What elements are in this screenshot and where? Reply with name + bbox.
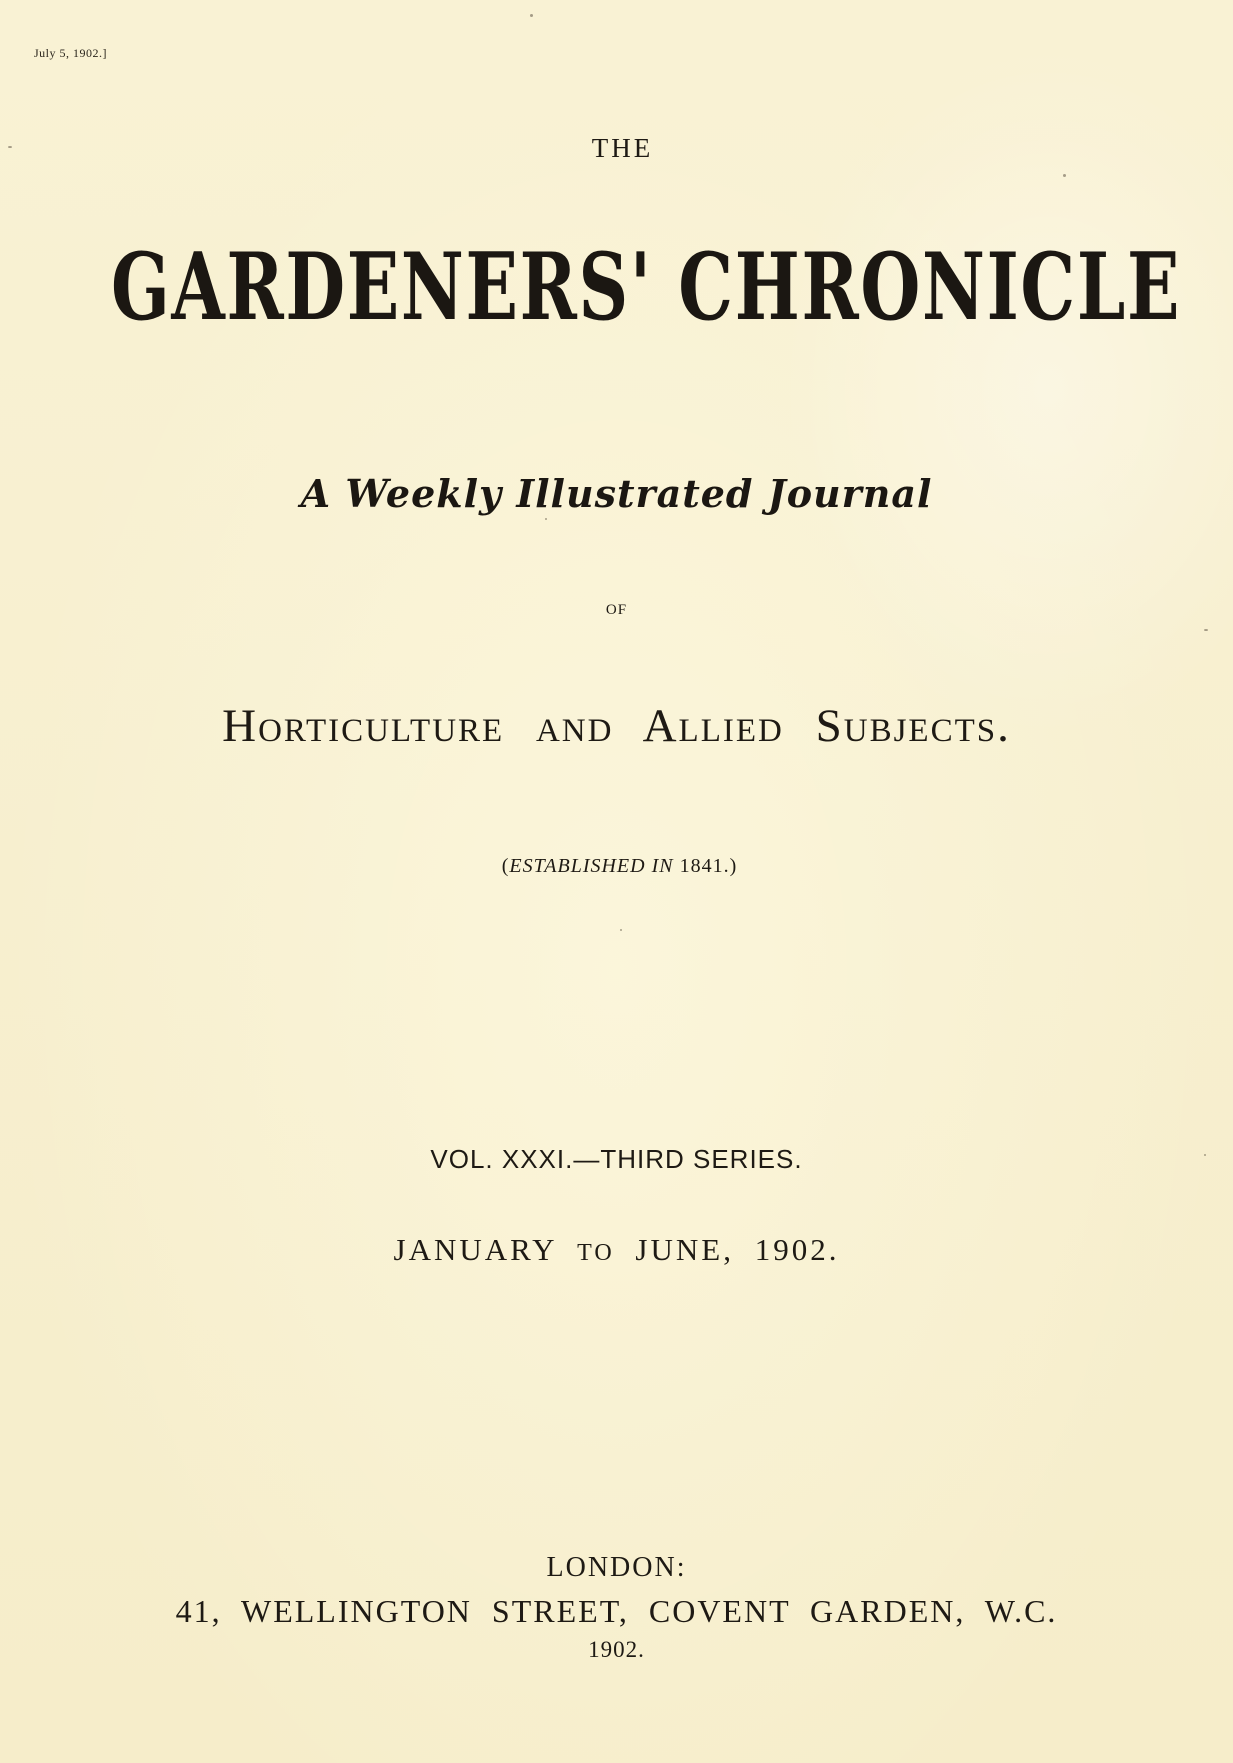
title-article: THE [591,133,654,163]
established-label: ESTABLISHED IN [509,855,674,877]
imprint-year: 1902. [588,1637,645,1662]
paper-speck [1204,1154,1206,1156]
paper-speck [1063,174,1066,177]
date-range-to: TO [577,1240,615,1266]
journal-title: GARDENERS' CHRONICLE [110,232,1182,341]
paper-speck [620,929,622,931]
imprint-city: LONDON: [546,1552,687,1583]
date-range-end: JUNE, 1902. [635,1232,840,1267]
established-open: ( [501,855,510,877]
journal-subtitle: A Weekly Illustrated Journal [300,471,933,516]
volume-series: VOL. XXXI.—THIRD SERIES. [430,1144,803,1174]
established-year: 1841.) [679,855,738,877]
paper-speck [8,146,12,148]
subtitle-of: OF [605,602,628,618]
imprint-address: 41, WELLINGTON STREET, COVENT GARDEN, W.C. [175,1593,1058,1629]
paper-speck [1204,629,1208,631]
journal-subjects: Horticulture and Allied Subjects. [222,700,1011,752]
established-note [3,856,1233,876]
paper-speck [545,518,547,520]
date-range-start: JANUARY [393,1232,557,1267]
running-head-date: July 5, 1902.] [34,46,107,60]
date-range [0,1234,1233,1265]
paper-speck [530,14,533,17]
